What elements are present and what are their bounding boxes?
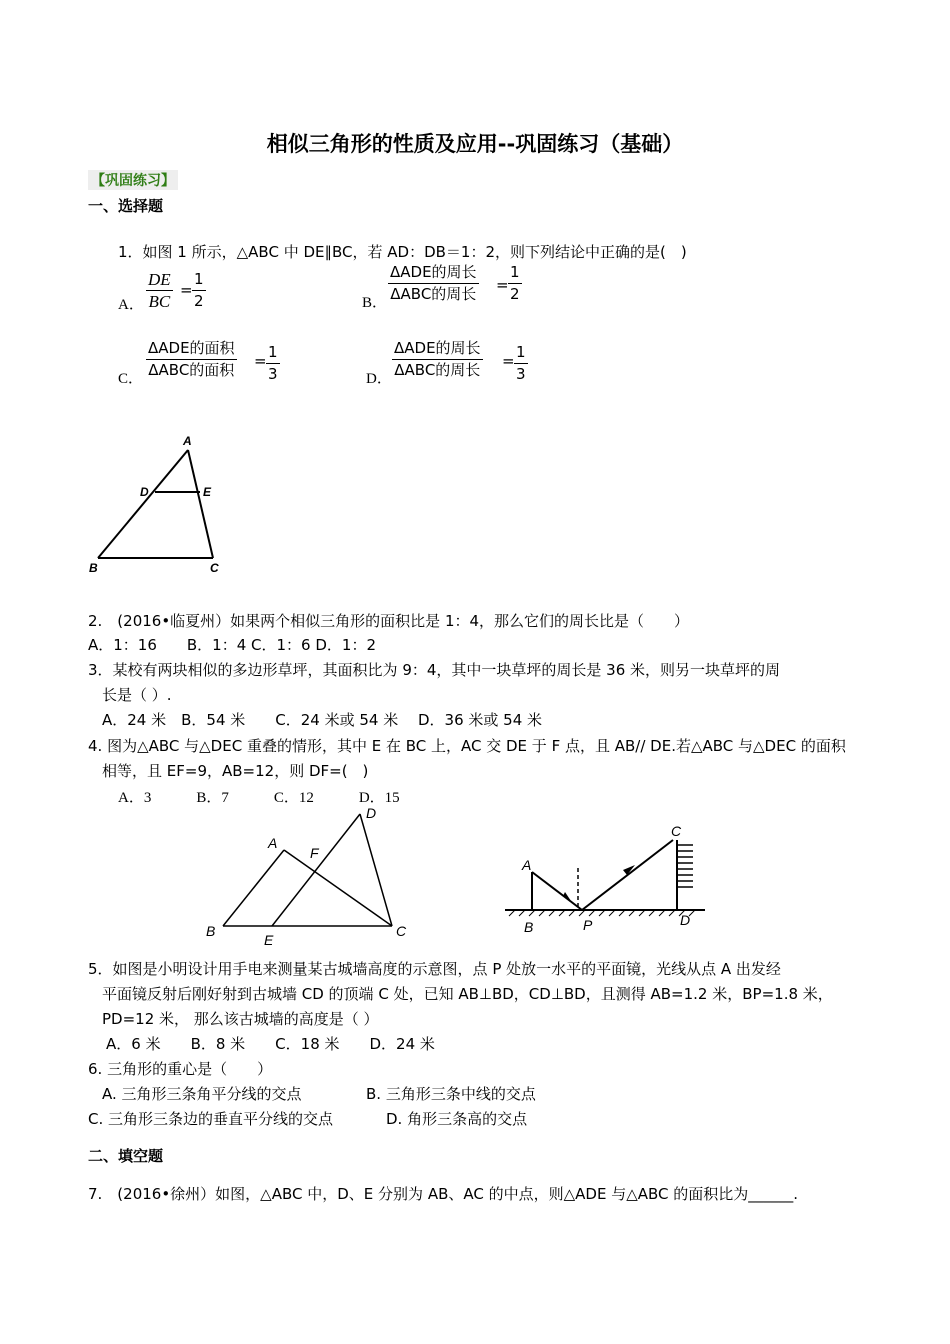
question-6-option-a: A. 三角形三条角平分线的交点 [102, 1085, 302, 1103]
figure-4-overlapping-triangles [200, 800, 420, 950]
question-6-stem: 6. 三角形的重心是（ ） [88, 1060, 273, 1078]
option-c-denominator: ΔABC的面积 [148, 361, 235, 379]
question-6-option-c: C. 三角形三条边的垂直平分线的交点 [88, 1110, 334, 1128]
option-d-fraction [392, 338, 483, 381]
option-b-denominator: ΔABC的周长 [390, 285, 477, 303]
label-b: B [206, 923, 216, 939]
label-f: F [310, 845, 319, 861]
option-c-numerator: ΔADE的面积 [146, 338, 237, 360]
option-d-label: D． [366, 371, 392, 387]
label-d: D [680, 912, 691, 928]
figure-1-triangle [80, 428, 240, 578]
option-a-ratio [192, 269, 206, 312]
label-b: B [524, 919, 534, 935]
question-5-line-1: 5．如图是小明设计用手电来测量某古城墙高度的示意图，点 P 处放一水平的平面镜，光线从点 A 出发经 [88, 960, 781, 978]
option-c-equals: = [254, 352, 267, 370]
line-ac [284, 850, 392, 926]
option-b-ratio-num: 1 [508, 262, 522, 284]
option-a-ratio-num: 1 [192, 269, 206, 291]
option-a-label: A． [118, 297, 144, 313]
light-ray-reflected [582, 840, 673, 910]
question-1-stem: 1．如图 1 所示，△ABC 中 DE∥BC，若 AD：DB＝1：2，则下列结论中正确的是( ) [118, 243, 687, 261]
label-d: D [366, 805, 377, 821]
question-6-option-b: B. 三角形三条中线的交点 [366, 1085, 536, 1103]
option-c-fraction [146, 338, 237, 381]
option-b-fraction [388, 262, 479, 305]
label-d: D [140, 485, 149, 499]
option-a-ratio-den: 2 [194, 292, 204, 310]
line-ed [272, 814, 360, 926]
option-d-denominator: ΔABC的周长 [394, 361, 481, 379]
question-5-line-3: PD=12 米， 那么该古城墙的高度是（ ） [102, 1010, 379, 1028]
figure-5-mirror-reflection [495, 820, 725, 945]
question-6-option-d: D. 角形三条高的交点 [386, 1110, 528, 1128]
question-3-line-1: 3．某校有两块相似的多边形草坪，其面积比为 9：4，其中一块草坪的周长是 36 米，则另一块草坪的周 [88, 661, 781, 679]
option-c-ratio [266, 342, 280, 385]
question-7-stem: 7. (2016•徐州）如图，△ABC 中，D、E 分别为 AB、AC 的中点，则△ADE 与△ABC 的面积比为______. [88, 1185, 799, 1203]
section-tag: 【巩固练习】 [88, 170, 178, 190]
question-3-line-2: 长是（ ）. [102, 686, 172, 704]
page-title: 相似三角形的性质及应用--巩固练习（基础） [266, 132, 684, 156]
side-ac [188, 450, 213, 558]
option-a-denominator: BC [148, 292, 171, 311]
side-ab [98, 450, 188, 558]
option-a-equals: = [180, 281, 193, 299]
option-a-numerator: DE [148, 270, 171, 289]
label-p: P [583, 917, 593, 933]
question-4-line-2: 相等，且 EF=9，AB=12，则 DF=( ) [102, 762, 369, 780]
question-2-options: A．1：16 B．1：4 C．1：6 D．1：2 [88, 636, 377, 654]
option-d-numerator: ΔADE的周长 [392, 338, 483, 360]
option-d-ratio-den: 3 [516, 365, 526, 383]
wall-hatching [677, 845, 693, 887]
option-b-numerator: ΔADE的周长 [388, 262, 479, 284]
option-c-ratio-num: 1 [266, 342, 280, 364]
label-a: A [268, 835, 278, 851]
option-c-label: C． [118, 371, 144, 387]
question-4-line-1: 4. 图为△ABC 与△DEC 重叠的情形，其中 E 在 BC 上，AC 交 DE 于 F 点，且 AB// DE.若△ABC 与△DEC 的面积 [88, 737, 846, 755]
label-c: C [671, 823, 682, 839]
option-d-ratio [514, 342, 528, 385]
option-a-fraction [146, 269, 173, 312]
option-b-ratio-den: 2 [510, 285, 520, 303]
question-5-line-2: 平面镜反射后刚好射到古城墙 CD 的顶端 C 处，已知 AB⊥BD，CD⊥BD，且测得 AB=1.2 米，BP=1.8 米， [102, 985, 833, 1003]
question-2-stem: 2. (2016•临夏州）如果两个相似三角形的面积比是 1：4，那么它们的周长比是（ ） [88, 612, 690, 630]
label-e: E [203, 485, 212, 499]
question-5-options: A．6 米 B．8 米 C．18 米 D．24 米 [106, 1035, 435, 1053]
label-c: C [396, 923, 407, 939]
question-3-options: A．24 米 B．54 米 C．24 米或 54 米 D．36 米或 54 米 [102, 711, 543, 729]
section-heading-choice: 一、选择题 [88, 197, 164, 215]
option-b-equals: = [496, 276, 509, 294]
option-c-ratio-den: 3 [268, 365, 278, 383]
section-heading-fill-in: 二、填空题 [88, 1147, 164, 1165]
option-b-ratio [508, 262, 522, 305]
label-c: C [210, 561, 219, 575]
option-d-ratio-num: 1 [514, 342, 528, 364]
line-ab [223, 850, 284, 926]
question-4-options: A．3 B．7 C．12 D．15 [118, 790, 400, 806]
label-b: B [89, 561, 98, 575]
option-b-label: B． [362, 295, 388, 311]
light-ray-incident [532, 872, 582, 910]
line-dc [360, 814, 392, 926]
option-d-equals: = [502, 352, 515, 370]
label-a: A [522, 857, 532, 873]
label-a: A [183, 434, 192, 448]
label-e: E [264, 932, 274, 948]
